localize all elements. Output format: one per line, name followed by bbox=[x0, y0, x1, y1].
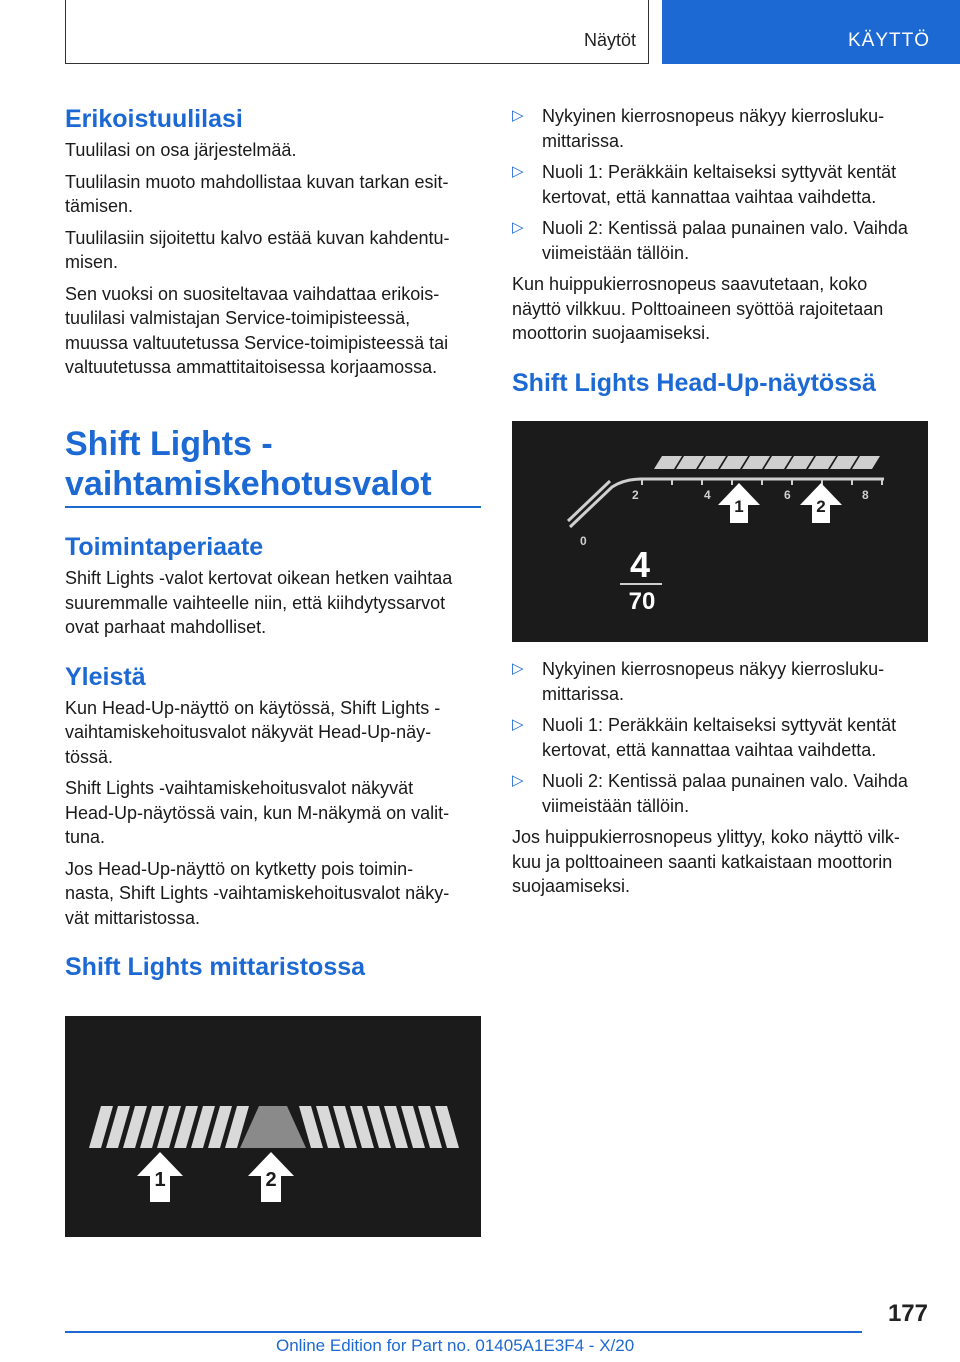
footer-rule bbox=[65, 1331, 862, 1333]
heading-principle: Toimintaperiaate bbox=[65, 533, 264, 561]
svg-text:2: 2 bbox=[816, 497, 826, 516]
heading-hud: Shift Lights Head-Up-näytössä bbox=[512, 368, 876, 397]
heading-cluster: Shift Lights mittaristossa bbox=[65, 953, 366, 981]
bullet-triangle-icon: ▷ bbox=[512, 772, 524, 789]
bullet-item: ▷ Nuoli 1: Peräkkäin keltaiseksi syttyvät kentät kertovat, että kannattaa vaihtaa vaihdetta. bbox=[512, 715, 897, 760]
svg-text:1: 1 bbox=[734, 497, 744, 516]
paragraph: Shift Lights -valot kertovat oikean hetken vaihtaa suuremmalle vaihteelle niin, että kiihdytyssarvot ovat parhaat mahdolliset. bbox=[65, 568, 453, 637]
paragraph: Tuulilasi on osa järjestelmää. bbox=[65, 140, 297, 160]
paragraph: Kun Head-Up-näyttö on käytössä, Shift Lights - vaihtamiskehoitusvalot näkyvät Head-Up-näy‐ tössä. bbox=[65, 697, 441, 767]
svg-text:6: 6 bbox=[784, 488, 791, 502]
svg-text:4: 4 bbox=[704, 488, 711, 502]
bullet-item: ▷ Nykyinen kierrosnopeus näkyy kierrosluku‐ mittarissa. bbox=[512, 659, 885, 704]
svg-text:0: 0 bbox=[580, 534, 587, 548]
paragraph: Sen vuoksi on suositeltavaa vaihdattaa erikois‐ tuulilasi valmistajan Service-toimipisteessä, muussa valtuutetussa Service-toimipisteessä tai valtuutetussa ammattitaitoisessa korjaamossa. bbox=[65, 283, 449, 377]
header-chapter-title: KÄYTTÖ bbox=[848, 30, 931, 51]
bullet-triangle-icon: ▷ bbox=[512, 107, 524, 124]
bullet-item: ▷ Nuoli 1: Peräkkäin keltaiseksi syttyvät kentät kertovat, että kannattaa vaihtaa vaihdetta. bbox=[512, 162, 897, 207]
svg-text:2: 2 bbox=[265, 1169, 277, 1191]
bullet-triangle-icon: ▷ bbox=[512, 716, 524, 733]
heading-general: Yleistä bbox=[65, 662, 146, 691]
right-column bbox=[512, 104, 930, 398]
left-column bbox=[65, 104, 483, 387]
right-column-lower bbox=[512, 657, 930, 906]
bullet-item: ▷ Nuoli 2: Kentissä palaa punainen valo. Vaihda viimeistään tällöin. bbox=[512, 771, 908, 816]
header-section-title: Näytöt bbox=[583, 30, 636, 50]
header-chapter-tab bbox=[662, 0, 960, 64]
svg-text:1: 1 bbox=[154, 1169, 166, 1191]
page-number: 177 bbox=[887, 1300, 928, 1327]
hud-shift-lights-graphic bbox=[512, 421, 928, 642]
paragraph: Tuulilasiin sijoitettu kalvo estää kuvan kahdentu‐ misen. bbox=[65, 227, 450, 272]
hud-shift-lights-figure bbox=[512, 421, 928, 642]
paragraph: Jos huippukierrosnopeus ylittyy, koko näyttö vilk‐ kuu ja polttoaineen saanti katkaistaan moottorin suojaamiseksi. bbox=[512, 827, 900, 896]
paragraph: Kun huippukierrosnopeus saavutetaan, koko näyttö vilkkuu. Polttoaineen syöttöä rajoitetaan moottorin suojaamiseksi. bbox=[512, 274, 884, 343]
svg-text:8: 8 bbox=[862, 488, 869, 502]
hud-speed: 70 bbox=[628, 588, 656, 615]
bullet-item: ▷ Nuoli 2: Kentissä palaa punainen valo. Vaihda viimeistään tällöin. bbox=[512, 218, 908, 263]
svg-text:2: 2 bbox=[632, 488, 639, 502]
footer-edition: Online Edition for Part no. 01405A1E3F4 - X/20 bbox=[276, 1336, 635, 1355]
bullet-triangle-icon: ▷ bbox=[512, 163, 524, 180]
header-section-box bbox=[65, 0, 649, 64]
paragraph: Shift Lights -vaihtamiskehoitusvalot näkyvät Head-Up-näytössä vain, kun M-näkymä on valit‐ tuna. bbox=[65, 778, 450, 847]
bullet-item: ▷ Nykyinen kierrosnopeus näkyy kierrosluku‐ mittarissa. bbox=[512, 106, 885, 151]
bullet-triangle-icon: ▷ bbox=[512, 219, 524, 236]
main-heading: Shift Lights - vaihtamiskehotusvalot bbox=[65, 425, 432, 503]
heading-windshield: Erikoistuulilasi bbox=[65, 105, 243, 133]
cluster-shift-lights-graphic bbox=[65, 1016, 481, 1237]
hud-gear: 4 bbox=[629, 544, 651, 585]
bullet-triangle-icon: ▷ bbox=[512, 660, 524, 677]
heading-rule bbox=[65, 506, 481, 508]
paragraph: Tuulilasin muoto mahdollistaa kuvan tarkan esit‐ tämisen. bbox=[65, 171, 449, 216]
left-column-lower bbox=[65, 532, 483, 982]
main-heading-block bbox=[65, 424, 483, 504]
cluster-shift-lights-figure bbox=[65, 1016, 481, 1237]
paragraph: Jos Head-Up-näyttö on kytketty pois toimin‐ nasta, Shift Lights -vaihtamiskehoitusvalot näky‐ vät mittaristossa. bbox=[65, 858, 450, 928]
